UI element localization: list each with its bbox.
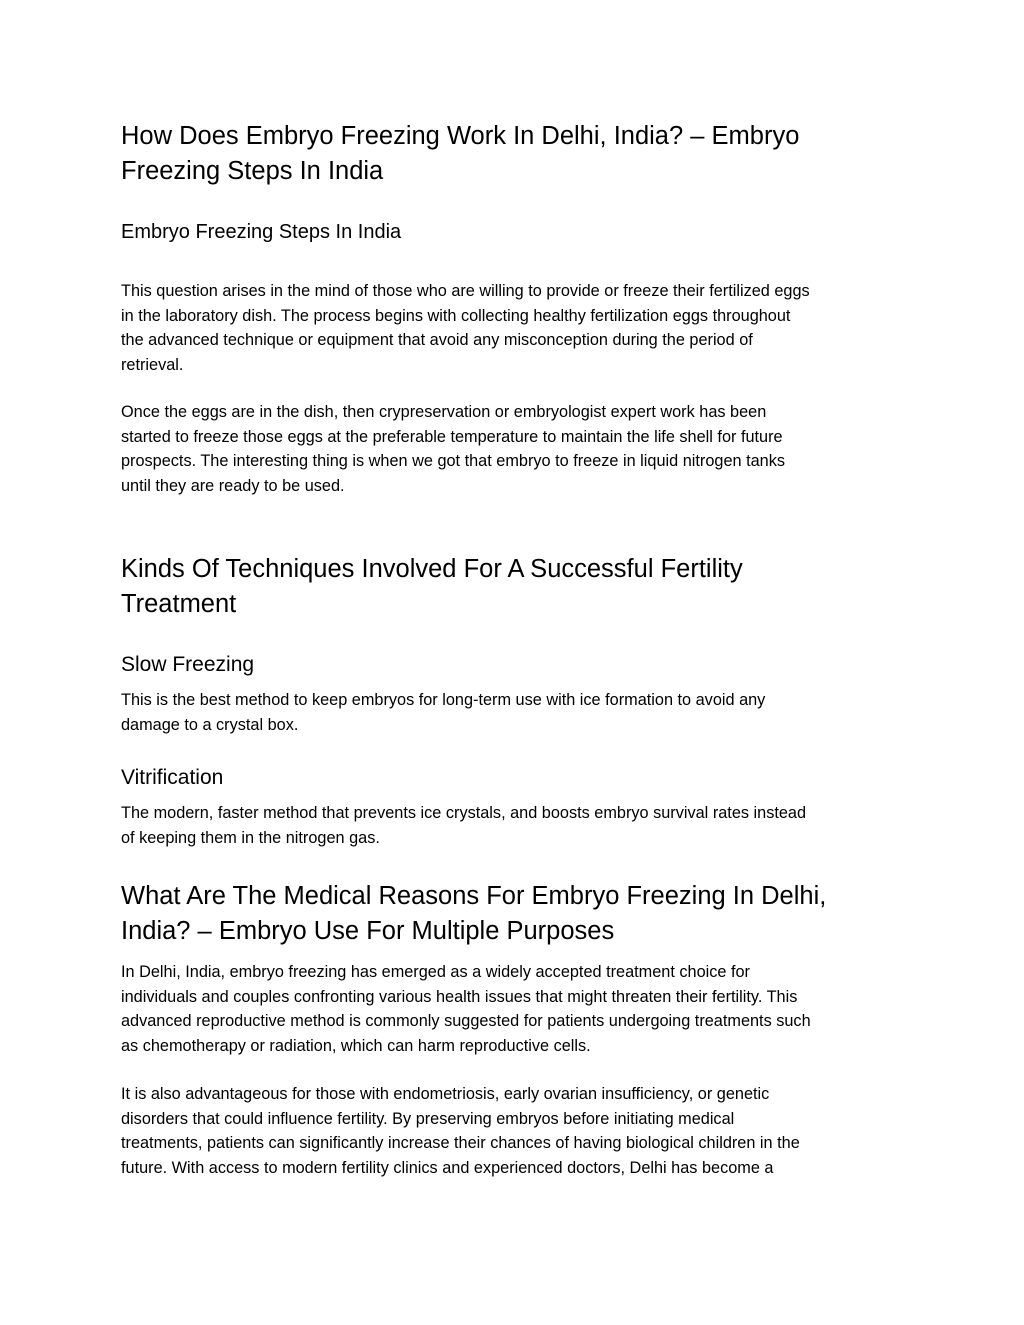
- section-heading-medical-reasons: [121, 879, 921, 949]
- text-line: advanced reproductive method is commonly suggested for patients undergoing treatments such: [121, 1012, 811, 1030]
- slow-freezing-paragraph: [121, 688, 921, 737]
- text-line: as chemotherapy or radiation, which can harm reproductive cells.: [121, 1036, 591, 1055]
- heading-line: India? – Embryo Use For Multiple Purposes: [121, 917, 615, 945]
- heading-text: Vitrification: [121, 766, 224, 789]
- paragraph: [121, 279, 921, 377]
- heading-line: What Are The Medical Reasons For Embryo Freezing In Delhi,: [121, 882, 827, 910]
- subheading: [121, 219, 921, 245]
- text-line: retrieval.: [121, 355, 184, 374]
- vitrification-paragraph: [121, 801, 921, 850]
- title-line: Freezing Steps In India: [121, 157, 384, 185]
- text-line: disorders that could influence fertility. By preserving embryos before initiating medical: [121, 1109, 735, 1128]
- text-line: damage to a crystal box.: [121, 715, 299, 734]
- text-line: The modern, faster method that prevents ice crystals, and boosts embryo survival rates instead: [121, 804, 807, 822]
- text-line: prospects. The interesting thing is when we got that embryo to freeze in liquid nitrogen tanks: [121, 452, 785, 470]
- text-line: started to freeze those eggs at the preferable temperature to maintain the life shell for future: [121, 427, 783, 446]
- paragraph: [121, 960, 921, 1058]
- text-line: This question arises in the mind of those who are willing to provide or freeze their fertilized eggs: [121, 282, 810, 300]
- slow-freezing-heading: [121, 651, 921, 679]
- vitrification-heading: [121, 764, 921, 792]
- paragraph: [121, 400, 921, 498]
- heading-line: Kinds Of Techniques Involved For A Successful Fertility: [121, 555, 743, 583]
- subheading-text: Embryo Freezing Steps In India: [121, 221, 402, 243]
- text-line: Once the eggs are in the dish, then crypreservation or embryologist expert work has been: [121, 403, 767, 421]
- text-line: In Delhi, India, embryo freezing has emerged as a widely accepted treatment choice for: [121, 963, 750, 981]
- text-line: the advanced technique or equipment that avoid any misconception during the period of: [121, 331, 753, 349]
- page-title: [121, 119, 921, 189]
- text-line: It is also advantageous for those with endometriosis, early ovarian insufficiency, or genetic: [121, 1085, 770, 1103]
- paragraph: [121, 1082, 921, 1180]
- title-line: How Does Embryo Freezing Work In Delhi, India? – Embryo: [121, 122, 800, 150]
- text-line: future. With access to modern fertility clinics and experienced doctors, Delhi has become a: [121, 1158, 774, 1177]
- text-line: treatments, patients can significantly increase their chances of having biological children in the: [121, 1134, 800, 1152]
- heading-line: Treatment: [121, 590, 237, 618]
- text-line: in the laboratory dish. The process begins with collecting healthy fertilization eggs throughout: [121, 306, 791, 325]
- text-line: individuals and couples confronting various health issues that might threaten their fertility. This: [121, 987, 798, 1006]
- section-heading-techniques: [121, 552, 921, 622]
- text-line: until they are ready to be used.: [121, 476, 345, 495]
- heading-text: Slow Freezing: [121, 653, 255, 676]
- text-line: This is the best method to keep embryos for long-term use with ice formation to avoid any: [121, 691, 766, 709]
- text-line: of keeping them in the nitrogen gas.: [121, 828, 380, 847]
